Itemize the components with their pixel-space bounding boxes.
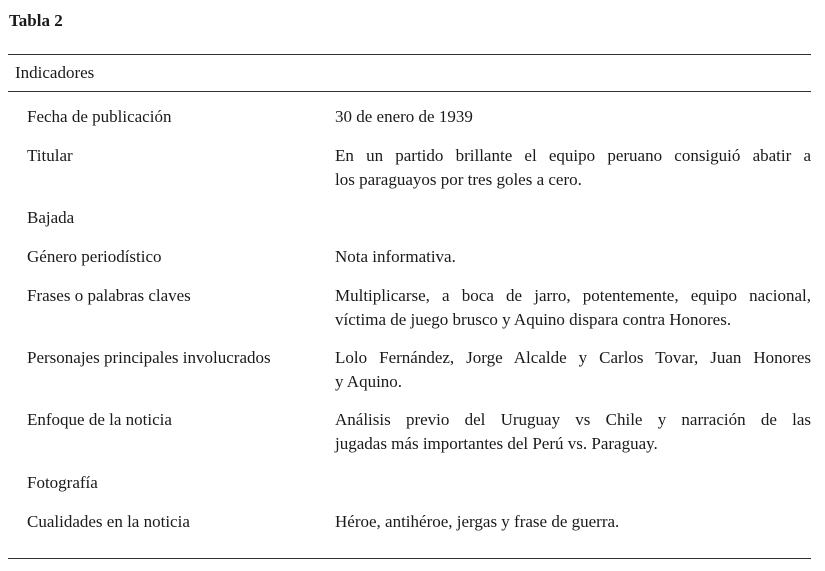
row-label: Fecha de publicación	[27, 107, 172, 126]
row-value	[335, 346, 811, 394]
row-value-line: los paraguayos por tres goles a cero.	[335, 170, 582, 189]
row-value	[335, 144, 811, 192]
header-rule	[8, 91, 811, 92]
row-label: Personajes principales involucrados	[27, 348, 271, 367]
row-value-line: Lolo Fernández, Jorge Alcalde y Carlos Tovar, Juan Honores	[335, 348, 811, 367]
row-value	[335, 105, 811, 129]
row-value-line: Nota informativa.	[335, 247, 456, 266]
top-rule	[8, 54, 811, 55]
row-value-line: víctima de juego brusco y Aquino dispara contra Honores.	[335, 310, 732, 329]
row-value-line: Héroe, antihéroe, jergas y frase de guerra.	[335, 512, 620, 531]
row-label: Bajada	[27, 208, 75, 227]
row-value	[335, 245, 811, 269]
row-value-line: Análisis previo del Uruguay vs Chile y narración de las	[335, 410, 811, 429]
row-value	[335, 408, 811, 456]
table-title: Tabla 2	[9, 11, 63, 30]
row-label: Frases o palabras claves	[27, 286, 191, 305]
column-header: Indicadores	[15, 63, 95, 82]
bottom-rule	[8, 558, 811, 559]
row-label: Fotografía	[27, 473, 98, 492]
row-value	[335, 510, 811, 534]
row-label: Titular	[27, 146, 73, 165]
row-value-line: En un partido brillante el equipo peruano consiguió abatir a	[335, 146, 811, 165]
row-value	[335, 284, 811, 332]
row-label: Enfoque de la noticia	[27, 410, 172, 429]
row-value-line: jugadas más importantes del Perú vs. Paraguay.	[335, 434, 658, 453]
row-value-line: y Aquino.	[335, 372, 403, 391]
row-label: Género periodístico	[27, 247, 162, 266]
row-value-line: Multiplicarse, a boca de jarro, potentemente, equipo nacional,	[335, 286, 811, 305]
row-value-line: 30 de enero de 1939	[335, 107, 473, 126]
row-label: Cualidades en la noticia	[27, 512, 190, 531]
